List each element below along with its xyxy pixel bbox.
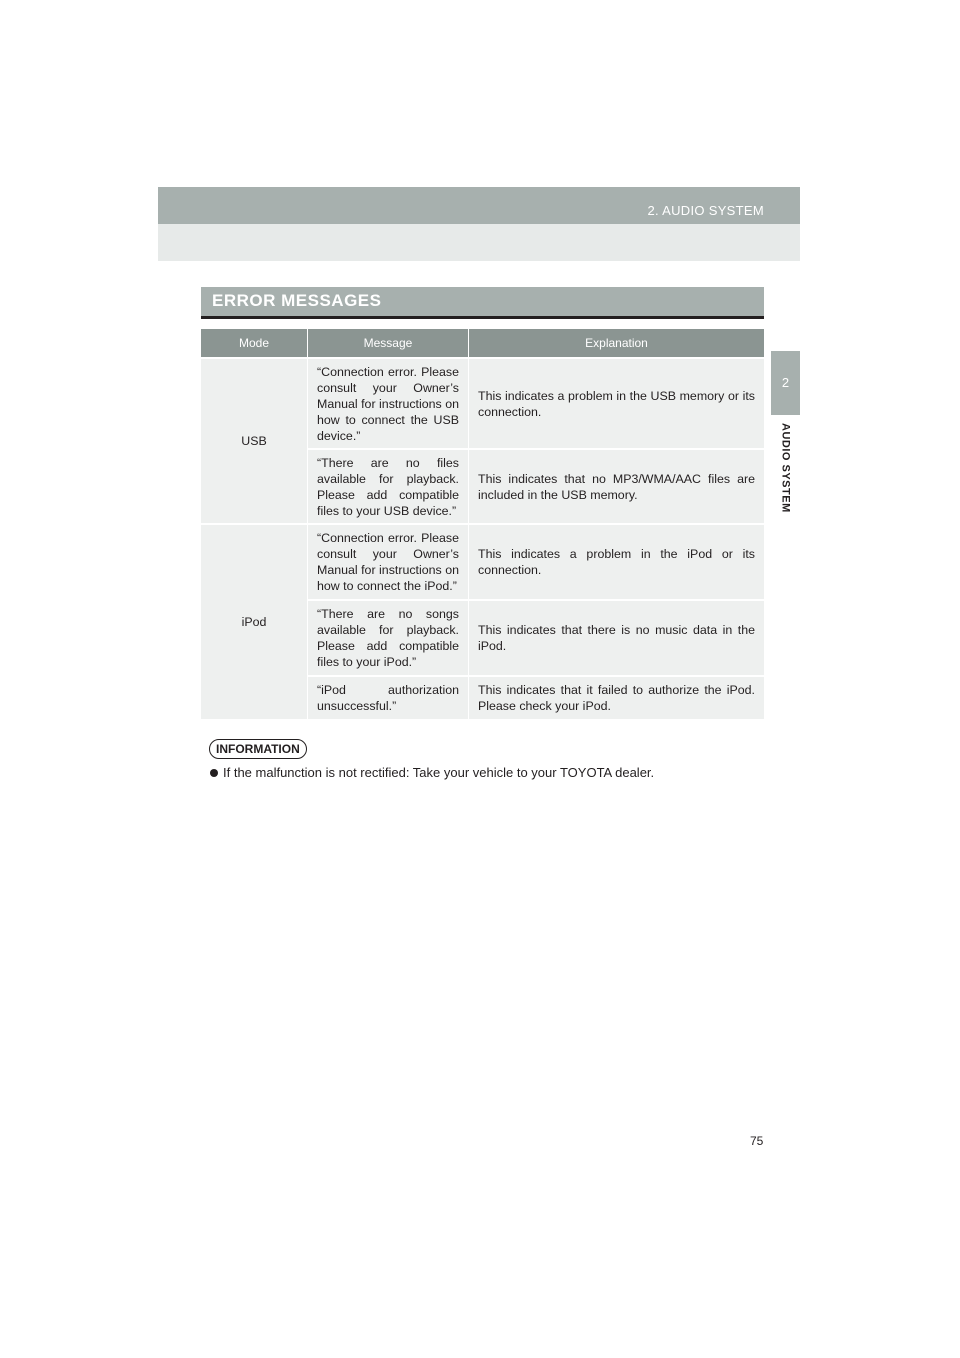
information-text: If the malfunction is not rectified: Take your vehicle to your TOYOTA dealer. <box>223 765 655 780</box>
page-number: 75 <box>750 1134 764 1148</box>
message-cell: “iPod authorization unsuccessful.” <box>308 676 469 720</box>
chapter-tab-number: 2 <box>771 351 800 415</box>
bullet-icon <box>210 769 218 777</box>
mode-cell-usb: USB <box>201 358 308 524</box>
explanation-cell: This indicates that there is no music data in the iPod. <box>469 600 765 676</box>
error-messages-table <box>201 329 764 721</box>
table-row <box>201 524 764 600</box>
explanation-cell: This indicates a problem in the iPod or its connection. <box>469 524 765 600</box>
mode-cell-ipod: iPod <box>201 524 308 720</box>
section-title-bar <box>201 287 764 319</box>
explanation-cell: This indicates a problem in the USB memory or its connection. <box>469 358 765 449</box>
table-row <box>201 358 764 449</box>
chapter-tab-label <box>771 415 800 535</box>
table-header-row <box>201 329 764 358</box>
message-cell: “Connection error. Please consult your Owner’s Manual for instructions on how to connect the USB device.” <box>308 358 469 449</box>
message-cell: “There are no files available for playback. Please add compatible files to your USB device.” <box>308 449 469 524</box>
information-badge: INFORMATION <box>209 739 307 759</box>
header-mode: Mode <box>201 329 308 358</box>
information-item <box>210 765 654 780</box>
explanation-cell: This indicates that no MP3/WMA/AAC files are included in the USB memory. <box>469 449 765 524</box>
section-title: ERROR MESSAGES <box>212 291 382 310</box>
explanation-cell: This indicates that it failed to authorize the iPod. Please check your iPod. <box>469 676 765 720</box>
chapter-tab-label-text: AUDIO SYSTEM <box>779 423 792 513</box>
message-cell: “Connection error. Please consult your Owner’s Manual for instructions on how to connect the iPod.” <box>308 524 469 600</box>
message-cell: “There are no songs available for playback. Please add compatible files to your iPod.” <box>308 600 469 676</box>
running-header: 2. AUDIO SYSTEM <box>647 203 764 218</box>
header-subband <box>158 224 800 261</box>
header-explanation: Explanation <box>469 329 765 358</box>
header-message: Message <box>308 329 469 358</box>
